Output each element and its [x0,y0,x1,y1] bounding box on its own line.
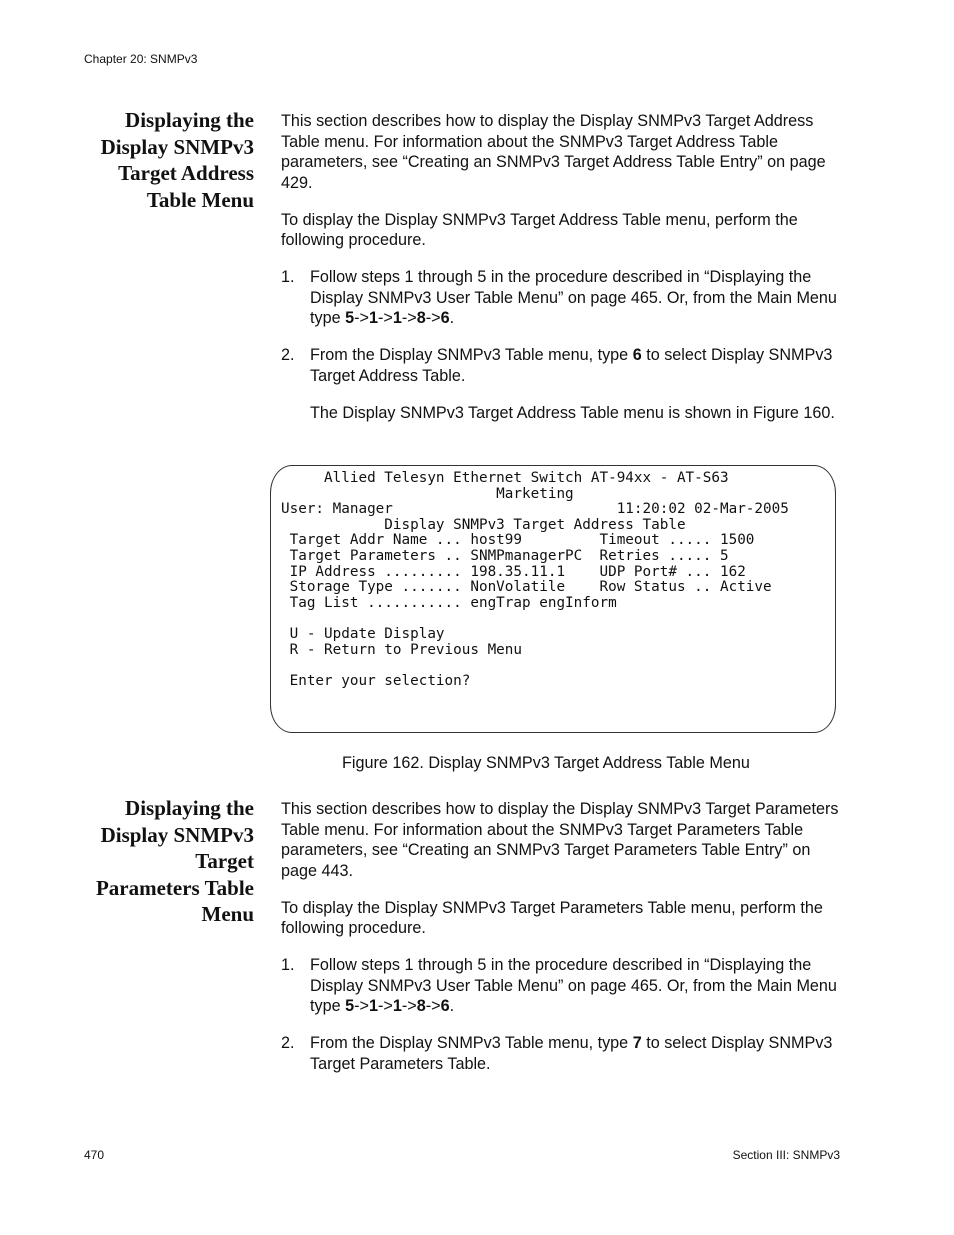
procedure-step [281,1033,846,1074]
terminal-line: Target Addr Name ... host99 Timeout ..... 1500 [281,532,755,549]
step-text: Follow steps 1 through 5 in the procedure described in “Displaying the Display SNMPv3 User Table Menu” on page 465. Or, from the Main Menu type [310,268,837,327]
terminal-line: Marketing [281,485,574,502]
period: . [449,997,455,1015]
menu-key: 5 [345,997,355,1015]
heading-line: Target [195,849,254,873]
section-heading-target-parameters [60,795,254,928]
menu-key: 6 [440,997,450,1015]
step-text: Follow steps 1 through 5 in the procedure described in “Displaying the Display SNMPv3 User Table Menu” on page 465. Or, from the Main Menu type [310,956,837,1015]
step-text: From the Display SNMPv3 Table menu, type [310,346,633,364]
menu-key: 1 [392,309,402,327]
menu-key: 8 [416,997,426,1015]
arrow: -> [425,309,441,327]
menu-key: 5 [345,309,355,327]
terminal-screen [270,465,836,733]
terminal-line: U - Update Display [281,625,445,642]
period: . [449,309,455,327]
arrow: -> [378,309,393,327]
step-text: From the Display SNMPv3 Table menu, type [310,1034,633,1052]
section-footer: Section III: SNMPv3 [732,1148,840,1162]
running-header: Chapter 20: SNMPv3 [84,52,198,66]
terminal-line: Enter your selection? [281,672,471,689]
step-text: to select Display SNMPv3 Target Parameters Table. [310,1034,833,1073]
menu-key: 6 [632,346,642,364]
arrow: -> [354,997,369,1015]
step-number: 2. [281,1034,295,1052]
menu-key: 1 [368,309,378,327]
terminal-line: IP Address ......... 198.35.11.1 UDP Port# ... 162 [281,563,746,580]
arrow: -> [425,997,441,1015]
procedure-intro: To display the Display SNMPv3 Target Address Table menu, perform the following procedure. [281,210,798,249]
terminal-line: User: Manager 11:20:02 02-Mar-2005 [281,501,789,518]
terminal-line: Storage Type ....... NonVolatile Row Status .. Active [281,579,772,596]
procedure-step [281,345,846,423]
heading-line: Displaying the [125,108,254,132]
step-text: to select Display SNMPv3 Target Address Table. [310,346,833,385]
step-number: 1. [281,956,295,974]
heading-line: Display SNMPv3 [100,134,254,159]
heading-line: Menu [201,902,254,926]
intro-paragraph: This section describes how to display the Display SNMPv3 Target Parameters Table menu. For information about the SNMPv3 Target Parameters Table parameters, see “Creating an SNMPv3 Target Parameters Table Entry” on page 443. [281,800,839,880]
terminal-text [281,471,789,689]
menu-key: 8 [416,309,426,327]
step-note: The Display SNMPv3 Target Address Table menu is shown in Figure 160. [310,403,835,422]
terminal-line: Display SNMPv3 Target Address Table [281,516,686,533]
procedure-intro: To display the Display SNMPv3 Target Parameters Table menu, perform the following procedure. [281,898,823,937]
arrow: -> [378,997,393,1015]
figure-caption: Figure 162. Display SNMPv3 Target Address Table Menu [342,754,750,772]
menu-key: 1 [392,997,402,1015]
menu-key: 1 [368,997,378,1015]
section-heading-target-address [60,107,254,213]
page-number: 470 [84,1148,105,1162]
intro-paragraph: This section describes how to display the Display SNMPv3 Target Address Table menu. For information about the SNMPv3 Target Address Table parameters, see “Creating an SNMPv3 Target Address Table Entry” on page 429. [281,112,826,192]
heading-line: Displaying the [125,796,254,820]
procedure-steps [281,267,846,423]
section-body-target-parameters [281,799,846,1091]
heading-line: Parameters Table [95,875,254,900]
menu-key: 6 [440,309,450,327]
terminal-line: Target Parameters .. SNMPmanagerPC Retries ..... 5 [281,547,729,564]
terminal-line: Allied Telesyn Ethernet Switch AT-94xx - AT-S63 [281,470,729,486]
heading-line: Table Menu [146,187,254,212]
heading-line: Target Address [118,161,254,185]
arrow: -> [401,997,417,1015]
step-number: 2. [281,346,295,364]
procedure-step [281,955,846,1017]
heading-line: Display SNMPv3 [100,822,254,847]
arrow: -> [354,309,369,327]
procedure-step [281,267,846,329]
terminal-line: Tag List ........... engTrap engInform [281,594,617,611]
procedure-steps [281,955,846,1074]
section-body-target-address [281,111,846,440]
menu-key: 7 [632,1034,642,1052]
terminal-line: R - Return to Previous Menu [281,641,523,658]
arrow: -> [401,309,417,327]
step-number: 1. [281,268,295,286]
